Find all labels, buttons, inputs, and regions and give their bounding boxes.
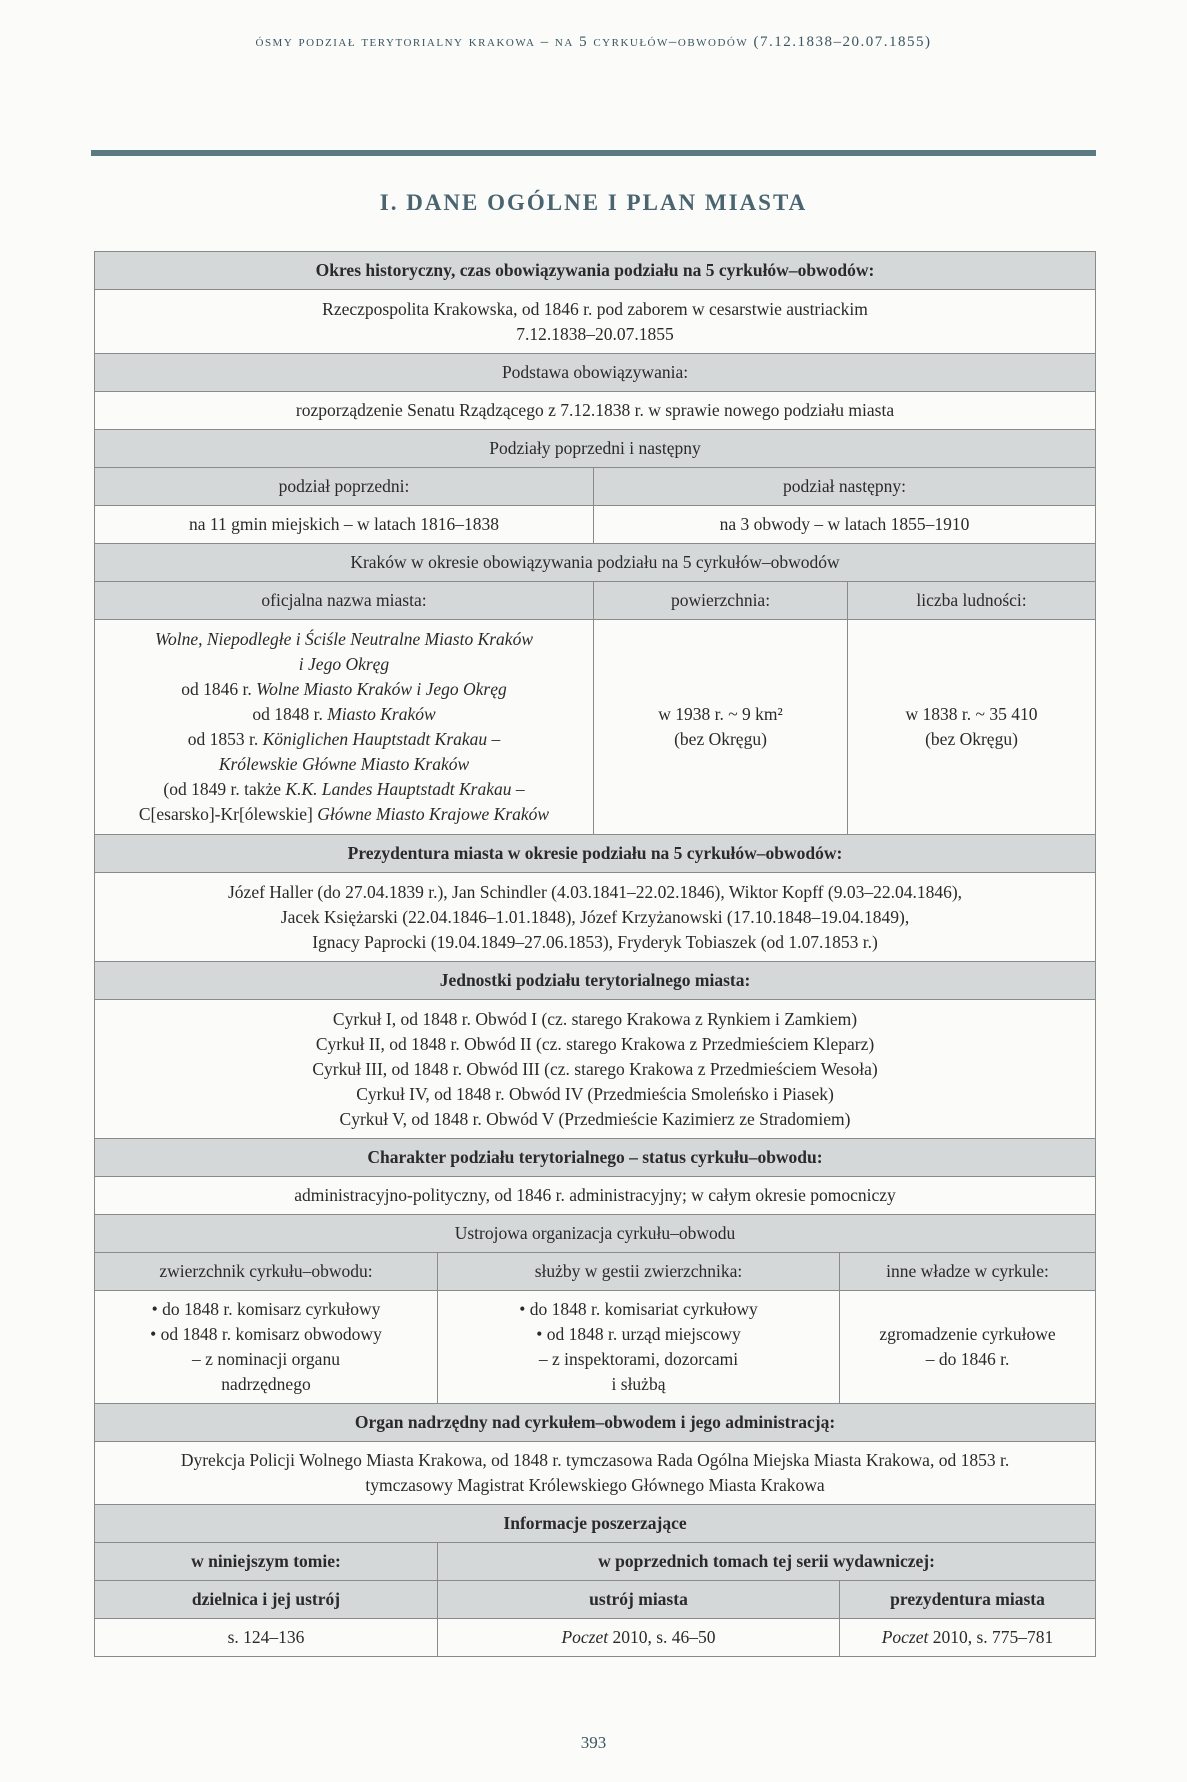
unit-line: Cyrkuł IV, od 1848 r. Obwód IV (Przedmieścia Smoleńsko i Piasek) [356, 1083, 834, 1104]
org-line: • do 1848 r. komisariat cyrkułowy [519, 1299, 758, 1319]
org-col3-header: inne władze w cyrkule: [840, 1253, 1096, 1291]
superior-line: Dyrekcja Policji Wolnego Miasta Krakowa, od 1848 r. tymczasowa Rada Ogólna Miejska Miasta Krakowa, od 1853 r. [180, 1450, 1010, 1470]
city-population [848, 620, 1096, 835]
unit-line: Cyrkuł II, od 1848 r. Obwód II (cz. starego Krakowa z Przedmieściem Kleparz) [315, 1033, 875, 1054]
area-line-1: w 1938 r. ~ 9 km² [658, 704, 783, 724]
info-col2-header: ustrój miasta [438, 1581, 840, 1619]
org-col2-value [438, 1291, 840, 1404]
presidency-header: Prezydentura miasta w okresie podziału na 5 cyrkułów–obwodów: [95, 835, 1096, 873]
period-line-1: Rzeczpospolita Krakowska, od 1846 r. pod zaborem w cesarstwie austriackim [322, 298, 868, 319]
units-header: Jednostki podziału terytorialnego miasta: [95, 962, 1096, 1000]
period-line-2: 7.12.1838–20.07.1855 [516, 323, 674, 344]
city-official-name [95, 620, 594, 835]
info-table [94, 251, 1095, 1657]
running-head: ósmy podział terytorialny krakowa – na 5 cyrkułów–obwodów (7.12.1838–20.07.1855) [255, 34, 932, 50]
top-rule [91, 150, 1096, 156]
this-volume-header: w niniejszym tomie: [95, 1543, 438, 1581]
org-col1-value [95, 1291, 438, 1404]
units-list [95, 1000, 1096, 1139]
presidency-list [95, 873, 1096, 962]
superior-value [95, 1442, 1096, 1505]
org-line: – z nominacji organu [192, 1349, 340, 1369]
divisions-header: Podziały poprzedni i następny [95, 430, 1096, 468]
city-header: Kraków w okresie obowiązywania podziału na 5 cyrkułów–obwodów [95, 544, 1096, 582]
org-line: i służbą [611, 1374, 666, 1394]
presidency-line: Józef Haller (do 27.04.1839 r.), Jan Schindler (4.03.1841–22.02.1846), Wiktor Kopff (9.03–22.04.1846), [228, 881, 963, 902]
presidency-line: Ignacy Paprocki (19.04.1849–27.06.1853), Fryderyk Tobiaszek (od 1.07.1853 r.) [312, 931, 878, 952]
city-area [594, 620, 848, 835]
basis-value: rozporządzenie Senatu Rządzącego z 7.12.1838 r. w sprawie nowego podziału miasta [95, 392, 1096, 430]
page-number: 393 [580, 1733, 607, 1752]
city-population-header: liczba ludności: [848, 582, 1096, 620]
info-col3-header: prezydentura miasta [840, 1581, 1096, 1619]
org-line: zgromadzenie cyrkułowe [879, 1324, 1056, 1344]
unit-line: Cyrkuł V, od 1848 r. Obwód V (Przedmieście Kazimierz ze Stradomiem) [339, 1108, 851, 1129]
name-line-8: C[esarsko]-Kr[ólewskie] Główne Miasto Krajowe Kraków [138, 804, 550, 824]
area-line-2: (bez Okręgu) [674, 729, 767, 749]
basis-header: Podstawa obowiązywania: [95, 354, 1096, 392]
next-division-header: podział następny: [594, 468, 1096, 506]
org-col1-header: zwierzchnik cyrkułu–obwodu: [95, 1253, 438, 1291]
population-line-2: (bez Okręgu) [925, 729, 1018, 749]
name-line-1: Wolne, Niepodległe i Ściśle Neutralne Miasto Kraków [155, 629, 533, 649]
info-col1-header: dzielnica i jej ustrój [95, 1581, 438, 1619]
name-line-3: od 1846 r. Wolne Miasto Kraków i Jego Okręg [181, 679, 507, 699]
name-line-5: od 1853 r. Königlichen Hauptstadt Krakau – [187, 729, 501, 749]
info-col1-value: s. 124–136 [95, 1619, 438, 1657]
population-line-1: w 1838 r. ~ 35 410 [905, 704, 1038, 724]
name-line-2: i Jego Okręg [298, 654, 390, 674]
previous-volumes-header: w poprzednich tomach tej serii wydawniczej: [438, 1543, 1096, 1581]
org-line: – z inspektorami, dozorcami [538, 1349, 739, 1369]
org-line: • do 1848 r. komisarz cyrkułowy [151, 1299, 381, 1319]
name-line-4: od 1848 r. Miasto Kraków [252, 704, 436, 724]
info-col3-value: Poczet 2010, s. 775–781 [840, 1619, 1096, 1657]
org-line: – do 1846 r. [925, 1349, 1010, 1369]
section-title: I. DANE OGÓLNE I PLAN MIASTA [379, 190, 808, 215]
org-line: • od 1848 r. komisarz obwodowy [150, 1324, 382, 1344]
org-line: nadrzędnego [221, 1374, 311, 1394]
prev-division-value: na 11 gmin miejskich – w latach 1816–1838 [95, 506, 594, 544]
info-col2-value: Poczet 2010, s. 46–50 [438, 1619, 840, 1657]
org-line: • od 1848 r. urząd miejscowy [536, 1324, 741, 1344]
period-value [95, 290, 1096, 354]
unit-line: Cyrkuł I, od 1848 r. Obwód I (cz. starego Krakowa z Rynkiem i Zamkiem) [332, 1008, 858, 1029]
next-division-value: na 3 obwody – w latach 1855–1910 [594, 506, 1096, 544]
name-line-7: (od 1849 r. także K.K. Landes Hauptstadt Krakau – [163, 779, 525, 799]
name-line-6: Królewskie Główne Miasto Kraków [218, 754, 470, 774]
organization-header: Ustrojowa organizacja cyrkułu–obwodu [95, 1215, 1096, 1253]
city-name-header: oficjalna nazwa miasta: [95, 582, 594, 620]
presidency-line: Jacek Księżarski (22.04.1846–1.01.1848), Józef Krzyżanowski (17.10.1848–19.04.1849), [280, 906, 910, 927]
period-header: Okres historyczny, czas obowiązywania podziału na 5 cyrkułów–obwodów: [95, 252, 1096, 290]
character-header: Charakter podziału terytorialnego – status cyrkułu–obwodu: [95, 1139, 1096, 1177]
unit-line: Cyrkuł III, od 1848 r. Obwód III (cz. starego Krakowa z Przedmieściem Wesoła) [312, 1058, 878, 1079]
org-col2-header: służby w gestii zwierzchnika: [438, 1253, 840, 1291]
city-area-header: powierzchnia: [594, 582, 848, 620]
superior-line: tymczasowy Magistrat Królewskiego Głównego Miasta Krakowa [365, 1475, 825, 1495]
org-col3-value [840, 1291, 1096, 1404]
character-value: administracyjno-polityczny, od 1846 r. administracyjny; w całym okresie pomocniczy [95, 1177, 1096, 1215]
info-header: Informacje poszerzające [95, 1505, 1096, 1543]
superior-header: Organ nadrzędny nad cyrkułem–obwodem i jego administracją: [95, 1404, 1096, 1442]
prev-division-header: podział poprzedni: [95, 468, 594, 506]
